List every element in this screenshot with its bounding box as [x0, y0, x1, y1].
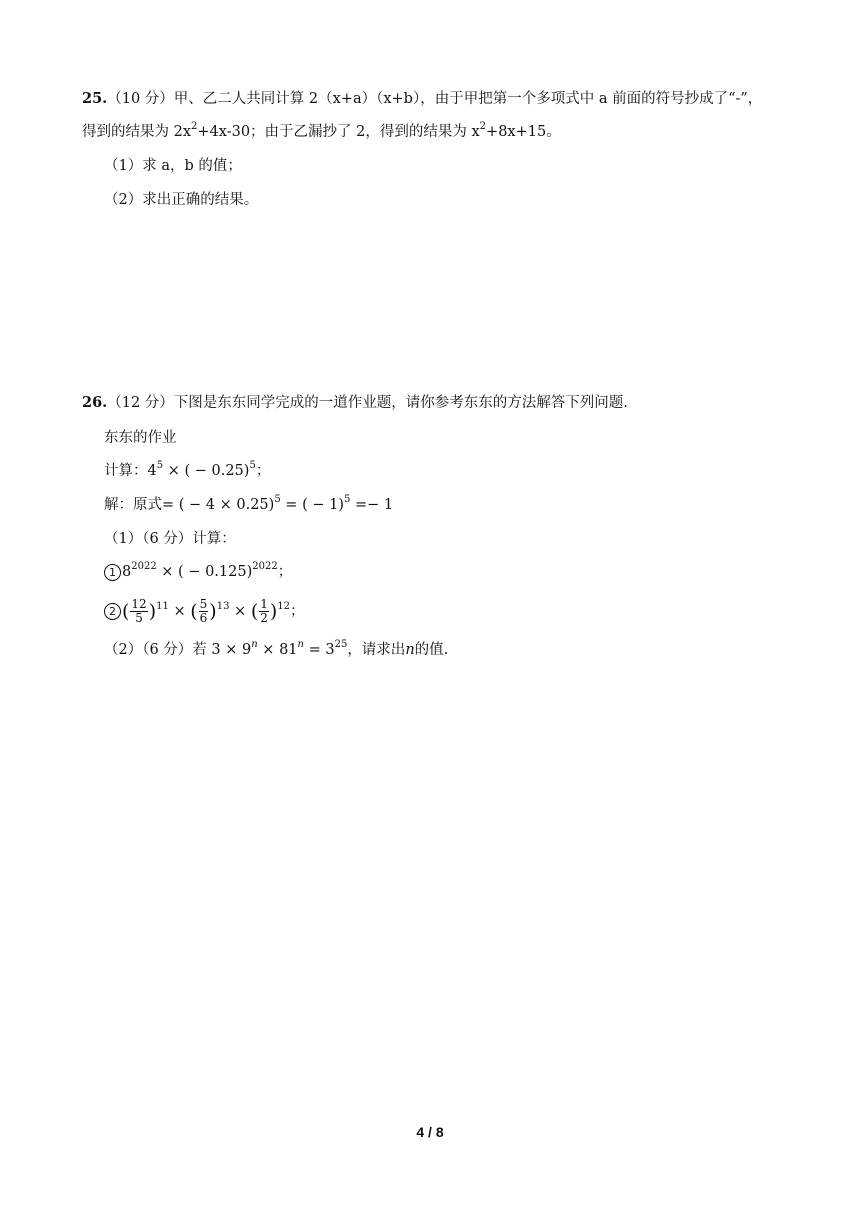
q25-number: 25.	[82, 90, 108, 107]
q26-part2: （2）（6 分）若 $3 \times 9^n \times 81^n = 3^{25}$，请求出n的值.	[104, 639, 449, 658]
q26-item2: 2 ( $\frac{12}{5}$ )$^{11}$ × ( $\frac{5}{6}$ )$^{13}$ × ( $\frac{1}{2}$ )$^{12}$；	[104, 598, 305, 625]
fraction-12-5: $\frac{12}{5}$	[131, 597, 147, 625]
page-number: 4 / 8	[416, 1124, 444, 1140]
q26-line1: 26.（12 分）下图是东东同学完成的一道作业题，请你参考东东的方法解答下列问题.	[82, 394, 628, 411]
q25-line1: 25.（10 分）甲、乙二人共同计算 2（x+a）（x+b），由于甲把第一个多项式中 a 前面的符号抄成了“-”，	[82, 90, 763, 107]
fraction-5-6: $\frac{5}{6}$	[199, 597, 208, 625]
q25-part1: （1）求 a，b 的值；	[104, 158, 242, 174]
q26-number: 26.	[82, 394, 108, 411]
circled-number-1: 1	[104, 564, 121, 581]
circled-number-2: 2	[104, 603, 121, 620]
q26-item1: 1 $8^{2022}$ × ( − 0.125)$^{2022}$；	[104, 562, 292, 582]
q26-part1-label: （1）（6 分）计算：	[104, 531, 236, 547]
homework-calc: 计算：$4^5$ × ( − 0.25)$^5$；	[104, 460, 271, 479]
q25-line2: 得到的结果为 $2x^2+4x-30$；由于乙漏抄了 2，得到的结果为 $x^2+8x+15$。	[82, 121, 561, 140]
homework-title: 东东的作业	[104, 430, 177, 446]
fraction-1-2: $\frac{1}{2}$	[260, 597, 268, 625]
q25-part2: （2）求出正确的结果。	[104, 192, 259, 208]
homework-solution: 解：原式= ( − 4 × 0.25)$^5$ = ( − 1)$^5$ =− 1	[104, 494, 394, 513]
